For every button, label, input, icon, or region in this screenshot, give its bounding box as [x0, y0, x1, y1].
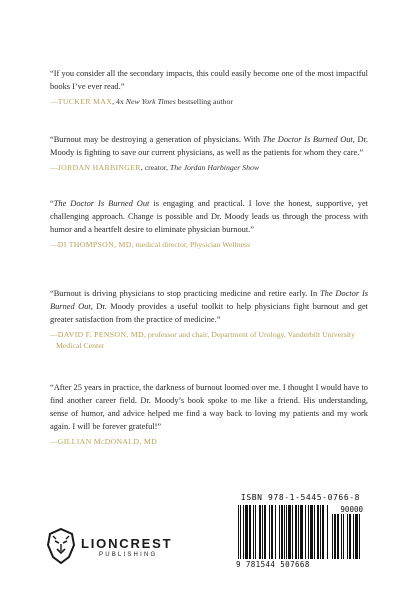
blurb-quote [50, 197, 368, 236]
lion-head-icon [45, 527, 77, 565]
barcode-bar [298, 505, 299, 559]
barcode-bar [320, 505, 321, 559]
barcode-bar [332, 514, 333, 559]
barcode-bar [317, 505, 319, 559]
book-title-italic: The Doctor Is Burned Out [262, 135, 353, 144]
quote-part: , Dr. Moody provides a useful toolkit to help physicians fight burnout and get greater satisfaction from the practice of medicine.” [50, 302, 369, 324]
attribution-role-prefix: , creator, [140, 163, 170, 172]
attribution-dash: — [50, 330, 58, 339]
blurb-quote [50, 287, 368, 326]
barcode-bar [322, 505, 324, 559]
blurb-attribution [50, 437, 368, 448]
barcode-bar [310, 505, 313, 559]
attribution-role-suffix: bestselling author [175, 97, 233, 106]
isbn-barcode [236, 493, 365, 573]
attribution-role: , professor and chair, Department of Urology, Vanderbilt University Medical Center [56, 330, 355, 350]
quote-part: “Burnout is driving physicians to stop practicing medicine and retire early. In [50, 289, 320, 298]
barcode-bar [262, 505, 263, 559]
blurb-gillian-mcdonald [50, 381, 368, 448]
barcode-bar [284, 505, 285, 559]
attribution-dash: — [50, 163, 58, 172]
quote-part: is engaging and practical. I love the honest, supportive, yet challenging approach. Change is possible and Dr. Moody leads us through the process with humor and a heartfelt desire to eliminate physician burnout.” [50, 199, 368, 234]
barcode-bar [308, 505, 309, 559]
barcode-bar [295, 505, 297, 559]
barcode-bar [300, 505, 303, 559]
barcode-digits: 9 781544 507668 [236, 560, 310, 569]
price-code: 90000 [340, 505, 363, 514]
addon-barcode-bars [332, 514, 361, 559]
attribution-role-italic: The Jordan Harbinger Show [169, 163, 260, 172]
barcode-bar [314, 505, 315, 559]
barcode-bar [243, 505, 244, 559]
barcode-bar [271, 505, 273, 559]
barcode-bar [337, 514, 339, 559]
blurb-tucker-max [50, 67, 368, 108]
barcode-bar [238, 505, 239, 559]
blurb-jordan-harbinger [50, 133, 368, 174]
barcode-bar [286, 505, 287, 559]
barcode-bar [281, 505, 283, 559]
barcode-bar [334, 514, 336, 559]
barcode-bar [343, 514, 344, 559]
barcode-bar [275, 505, 276, 559]
book-title-italic: The Doctor Is Burned Out [53, 199, 150, 208]
attribution-name: JORDAN HARBINGER [57, 163, 141, 172]
blurb-quote: “If you consider all the secondary impacts, this could easily become one of the most impactful books I’ve ever read.” [50, 69, 368, 91]
attribution-dash: — [50, 240, 58, 249]
barcode-bar [305, 505, 306, 559]
blurb-attribution [50, 97, 368, 108]
attribution-name: TUCKER MAX [57, 97, 113, 106]
barcode-bar [288, 505, 291, 559]
barcode-bar [264, 505, 266, 559]
attribution-name: DI THOMPSON, MD [57, 240, 132, 249]
barcode-bar [279, 505, 280, 559]
barcode-bar [359, 514, 360, 559]
blurb-attribution [50, 240, 368, 251]
barcode-bar [259, 505, 261, 559]
blurb-david-penson [50, 287, 368, 351]
ean-barcode-bars [238, 505, 330, 559]
publisher-name: LIONCREST [81, 536, 173, 551]
barcode-bar [341, 514, 342, 559]
barcode-bar [240, 505, 241, 559]
quote-part: “Burnout may be destroying a generation of physicians. With [50, 135, 263, 144]
barcode-bar [349, 514, 351, 559]
attribution-name: GILLIAN McDONALD, MD [57, 437, 158, 446]
barcode-bar [253, 505, 254, 559]
attribution-role-prefix: , 4x [112, 97, 126, 106]
barcode-bar [255, 505, 256, 559]
barcode-bar [347, 514, 348, 559]
barcode-bar [355, 514, 358, 559]
attribution-name: DAVID F. PENSON, MD [57, 330, 144, 339]
barcode-bar [269, 505, 270, 559]
barcode-bar [292, 505, 293, 559]
blurb-attribution [50, 163, 368, 174]
barcode-bar [327, 505, 328, 559]
attribution-dash: — [50, 437, 58, 446]
barcode-bar [353, 514, 354, 559]
attribution-dash: — [50, 97, 58, 106]
barcode-bar [245, 505, 248, 559]
quote-part: “ [50, 199, 54, 208]
blurb-attribution [50, 330, 368, 351]
attribution-role: , medical director, Physician Wellness [131, 240, 251, 249]
publisher-subtitle: PUBLISHING [99, 552, 158, 558]
attribution-role-italic: New York Times [125, 97, 176, 106]
blurb-quote [50, 133, 368, 159]
book-title-italic: The Doctor Is Burned Out [50, 289, 368, 311]
quote-part: , Dr. Moody is fighting to save our current physicians, as well as the patients for whom they care.” [50, 135, 368, 157]
blurb-quote: “After 25 years in practice, the darkness of burnout loomed over me. I thought I would have to find another career field. Dr. Moody’s book spoke to me like a friend. His understanding, sense of humor, and advice helped me find a way back to loving my patients and my work again. I will be forever grateful!” [50, 383, 368, 431]
publisher-logo [45, 527, 185, 571]
isbn-label: ISBN 978-1-5445-0766-8 [240, 493, 361, 502]
blurb-di-thompson [50, 197, 368, 251]
barcode-bar [249, 505, 251, 559]
